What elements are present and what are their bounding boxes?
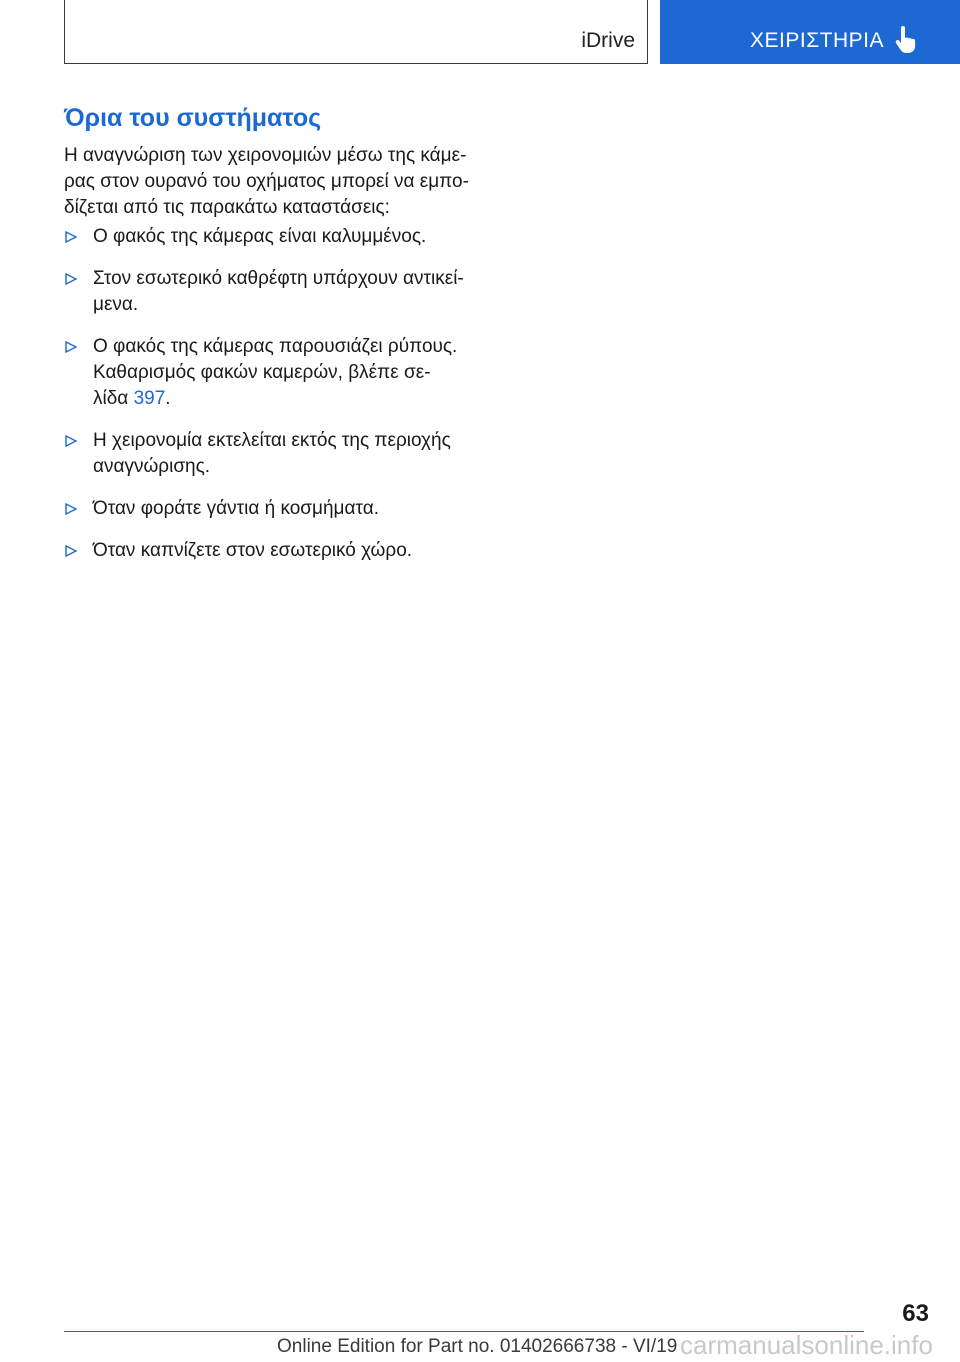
list-item-text: Όταν φοράτε γάντια ή κοσμήματα.	[93, 498, 379, 519]
list-item-text: Ο φακός της κάμερας παρουσιάζει ρύπους.	[93, 336, 458, 357]
list-item-text: Ο φακός της κάμερας είναι καλυμμένος.	[93, 226, 427, 247]
list-item-text: Στον εσωτερικό καθρέφτη υπάρχουν αντικεί-	[93, 268, 464, 289]
list-item	[64, 496, 484, 522]
list-item-text: Η χειρονομία εκτελείται εκτός της περιοχής	[93, 430, 451, 451]
section-title: Όρια του συστήματος	[64, 104, 322, 132]
header-section-box	[64, 0, 648, 64]
list-item-text: Όταν καπνίζετε στον εσωτερικό χώρο.	[93, 540, 413, 561]
chapter-tab	[660, 0, 960, 64]
list-item-text: Καθαρισμός φακών καμερών, βλέπε σε-	[93, 362, 431, 383]
list-item	[64, 428, 484, 480]
limitations-list	[64, 224, 484, 564]
chapter-label: ΧΕΙΡΙΣΤΗΡΙΑ	[750, 29, 885, 52]
list-item-text: αναγνώρισης.	[93, 456, 211, 477]
list-item	[64, 334, 484, 412]
page-ref-link[interactable]: 397	[133, 388, 166, 409]
footer-edition: Online Edition for Part no. 01402666738 - VI/19	[277, 1336, 678, 1357]
bullet-triangle-icon	[65, 231, 77, 243]
list-item	[64, 224, 484, 250]
hand-pointer-icon	[894, 26, 920, 54]
list-item-text	[93, 386, 484, 412]
list-item-text: μενα.	[93, 294, 139, 315]
section-label: iDrive	[581, 29, 635, 52]
intro-line: δίζεται από τις παρακάτω καταστάσεις:	[64, 197, 390, 218]
bullet-triangle-icon	[65, 341, 77, 353]
intro-line: ρας στον ουρανό του οχήματος μπορεί να εμπο-	[64, 171, 469, 192]
bullet-triangle-icon	[65, 503, 77, 515]
intro-line: Η αναγνώριση των χειρονομιών μέσω της κάμε-	[64, 145, 467, 166]
page-ref-prefix: λίδα	[93, 388, 134, 409]
bullet-triangle-icon	[65, 545, 77, 557]
watermark: carmanualsonline.info	[680, 1330, 933, 1360]
list-item	[64, 266, 484, 318]
page-ref-suffix: .	[165, 388, 171, 409]
page-number: 63	[902, 1300, 929, 1327]
intro-paragraph	[64, 143, 484, 221]
bullet-triangle-icon	[65, 435, 77, 447]
list-item	[64, 538, 484, 564]
bullet-triangle-icon	[65, 273, 77, 285]
